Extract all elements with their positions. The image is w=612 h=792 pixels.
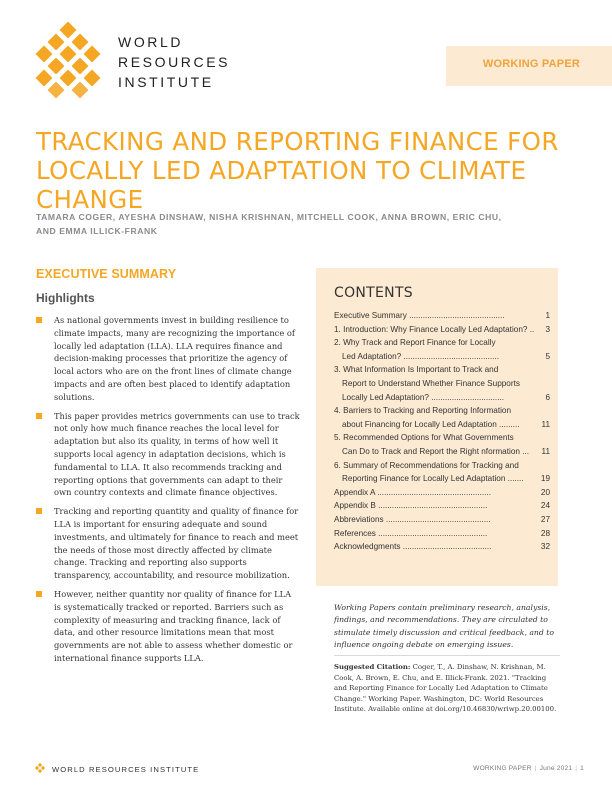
toc-entry (334, 472, 550, 486)
bullet-square-icon (36, 591, 42, 597)
list-item (36, 505, 300, 582)
toc-entry-text: 2. Why Track and Report Finance for Locally (334, 338, 496, 348)
toc-entry (334, 431, 550, 445)
toc-entry-text: Acknowledgments ....................................... (334, 542, 492, 552)
toc-entry-text: Executive Summary .......................................... (334, 311, 505, 320)
executive-summary-heading: EXECUTIVE SUMMARY (36, 267, 177, 281)
divider (334, 655, 560, 656)
toc-entry-text: Can Do to Track and Report the Right nformation ... (342, 446, 530, 456)
toc-entry (334, 459, 550, 473)
toc-entry (334, 527, 550, 541)
working-paper-label: WORKING PAPER (482, 58, 580, 70)
working-paper-badge (446, 46, 612, 86)
toc-entry-text: 5. Recommended Options for What Governments (334, 433, 514, 443)
contents-heading: CONTENTS (334, 285, 413, 301)
org-name (118, 32, 230, 92)
toc-entry (334, 350, 550, 364)
list-item (36, 314, 300, 404)
bullet-text: This paper provides metrics governments can use to track not only how much finance reaches the local level for adaptation but also its quality, in terms of how well it supports local agency in adaptation decisions, which is fundamental to LLA. It also recommends tracking and reporting options that governments can adapt to their own country contexts and climate finance objectives. (54, 410, 300, 498)
title-line: TRACKING AND REPORTING FINANCE FOR (36, 127, 559, 156)
toc-entry-text: Abbreviations .............................................. (334, 514, 491, 524)
toc-page-number: 11 (541, 418, 551, 432)
bullet-text: However, neither quantity nor quality of finance for LLA is systematically tracked or reported. Barriers such as complexity of measuring and tracking finance, lack of data, and other resource limitations mean that most governments are not able to assess whether domestic or international finance supports LLA. (54, 588, 293, 663)
toc-entry-text: 4. Barriers to Tracking and Reporting Information (334, 406, 512, 416)
citation-label: Suggested Citation: (334, 663, 411, 671)
toc-page-number: 27 (540, 513, 550, 527)
document-title (36, 127, 596, 214)
toc-page-number: 6 (544, 391, 550, 405)
toc-page-number: 1 (544, 309, 550, 323)
toc-page-number: 28 (540, 527, 550, 541)
org-name-line: WORLD (118, 34, 184, 50)
toc-entry (334, 445, 550, 459)
working-paper-note: Working Papers contain preliminary research, analysis, findings, and recommendations. They are circulated to stimulate timely discussion and critical feedback, and to influence ongoing debate on emerging issues. (334, 603, 554, 650)
toc-entry-text: about Financing for Locally Led Adaptation ......... (342, 419, 520, 429)
org-name-line: RESOURCES (118, 54, 231, 70)
authors-line: TAMARA COGER, AYESHA DINSHAW, NISHA KRISHNAN, MITCHELL COOK, ANNA BROWN, ERIC CHU, (36, 212, 502, 222)
toc-entry-text: 6. Summary of Recommendations for Tracking and (334, 460, 519, 470)
highlights-heading: Highlights (36, 291, 95, 305)
toc-entry-text: Reporting Finance for Locally Led Adaptation ....... (342, 474, 524, 484)
wri-logo-icon (28, 22, 108, 102)
wri-footer-logo-icon (34, 763, 46, 775)
toc-entry-text: 1. Introduction: Why Finance Locally Led Adaptation? .. (334, 324, 535, 334)
org-name-line: INSTITUTE (118, 74, 214, 90)
toc-entry (334, 377, 550, 391)
toc-entry-text: Report to Understand Whether Finance Supports (342, 378, 520, 388)
toc-entry (334, 404, 550, 418)
toc-page-number: 32 (540, 540, 550, 554)
list-item (36, 588, 300, 665)
toc-entry-text: References ................................................ (334, 528, 488, 538)
footer-org-name: WORLD RESOURCES INSTITUTE (52, 765, 200, 774)
bullet-square-icon (36, 317, 42, 323)
toc-entry (334, 418, 550, 432)
bullet-text: As national governments invest in building resilience to climate impacts, many are recognizing the importance of locally led adaptation (LLA). LLA requires finance and decision-making processes that prioritize the agency of local actors who are on the front lines of climate change impacts and are often best placed to identify adaptation solutions. (54, 315, 295, 402)
highlights-list (36, 314, 300, 671)
title-line: LOCALLY LED ADAPTATION TO CLIMATE CHANGE (36, 156, 527, 214)
authors-line: AND EMMA ILLICK-FRANK (36, 226, 158, 236)
toc-entry-text: Appendix A .................................................. (334, 487, 491, 497)
toc-page-number: 3 (544, 323, 550, 337)
toc-entry (334, 336, 550, 350)
suggested-citation (334, 662, 560, 715)
footer-date: June 2021 (539, 765, 573, 772)
toc-page-number: 24 (540, 499, 550, 513)
toc-entry-text: 3. What Information Is Important to Track and (334, 365, 499, 375)
toc-entry (334, 323, 550, 337)
bullet-square-icon (36, 413, 42, 419)
toc-entry-text: Led Adaptation? .......................................... (342, 351, 500, 361)
toc-entry (334, 363, 550, 377)
footer-page-number: 1 (580, 765, 584, 772)
toc-entry-text: Locally Led Adaptation? ................................ (342, 392, 505, 402)
toc-entry (334, 499, 550, 513)
toc-page-number: 5 (544, 350, 550, 364)
toc-entry-text: Appendix B ................................................ (334, 501, 488, 511)
toc-entry (334, 309, 550, 323)
list-item (36, 410, 300, 500)
authors (36, 210, 576, 238)
toc-page-number: 19 (540, 472, 550, 486)
toc-page-number: 20 (540, 486, 550, 500)
toc-page-number: 11 (541, 445, 551, 459)
toc-entry (334, 540, 550, 554)
contents-panel (316, 268, 558, 586)
toc-entry (334, 391, 550, 405)
citation-text: Coger, T., A. Dinshaw, N. Krishnan, M. Cook, A. Brown, E. Chu, and E. Illick-Frank. 2021. "Tracking and Reporting Finance for Locally Led Adaptation to Climate Change." Working Paper. Washington, DC: World Resources Institute. Available online at doi.org/10.46830/wriwp.20.00100. (334, 663, 557, 714)
bullet-square-icon (36, 508, 42, 514)
table-of-contents (334, 309, 550, 554)
footer-page-info: WORKING PAPER | June 2021 | 1 (473, 765, 584, 772)
bullet-text: Tracking and reporting quantity and quality of finance for LLA is important for ensuring adequate and sound investments, and ultimately for finance to reach and meet the needs of those most directly affected by climate change. Tracking and reporting also supports transparency, accountability, and resource mobilization. (54, 506, 299, 581)
toc-entry (334, 486, 550, 500)
footer-doc-type: WORKING PAPER (473, 765, 532, 772)
toc-entry (334, 513, 550, 527)
